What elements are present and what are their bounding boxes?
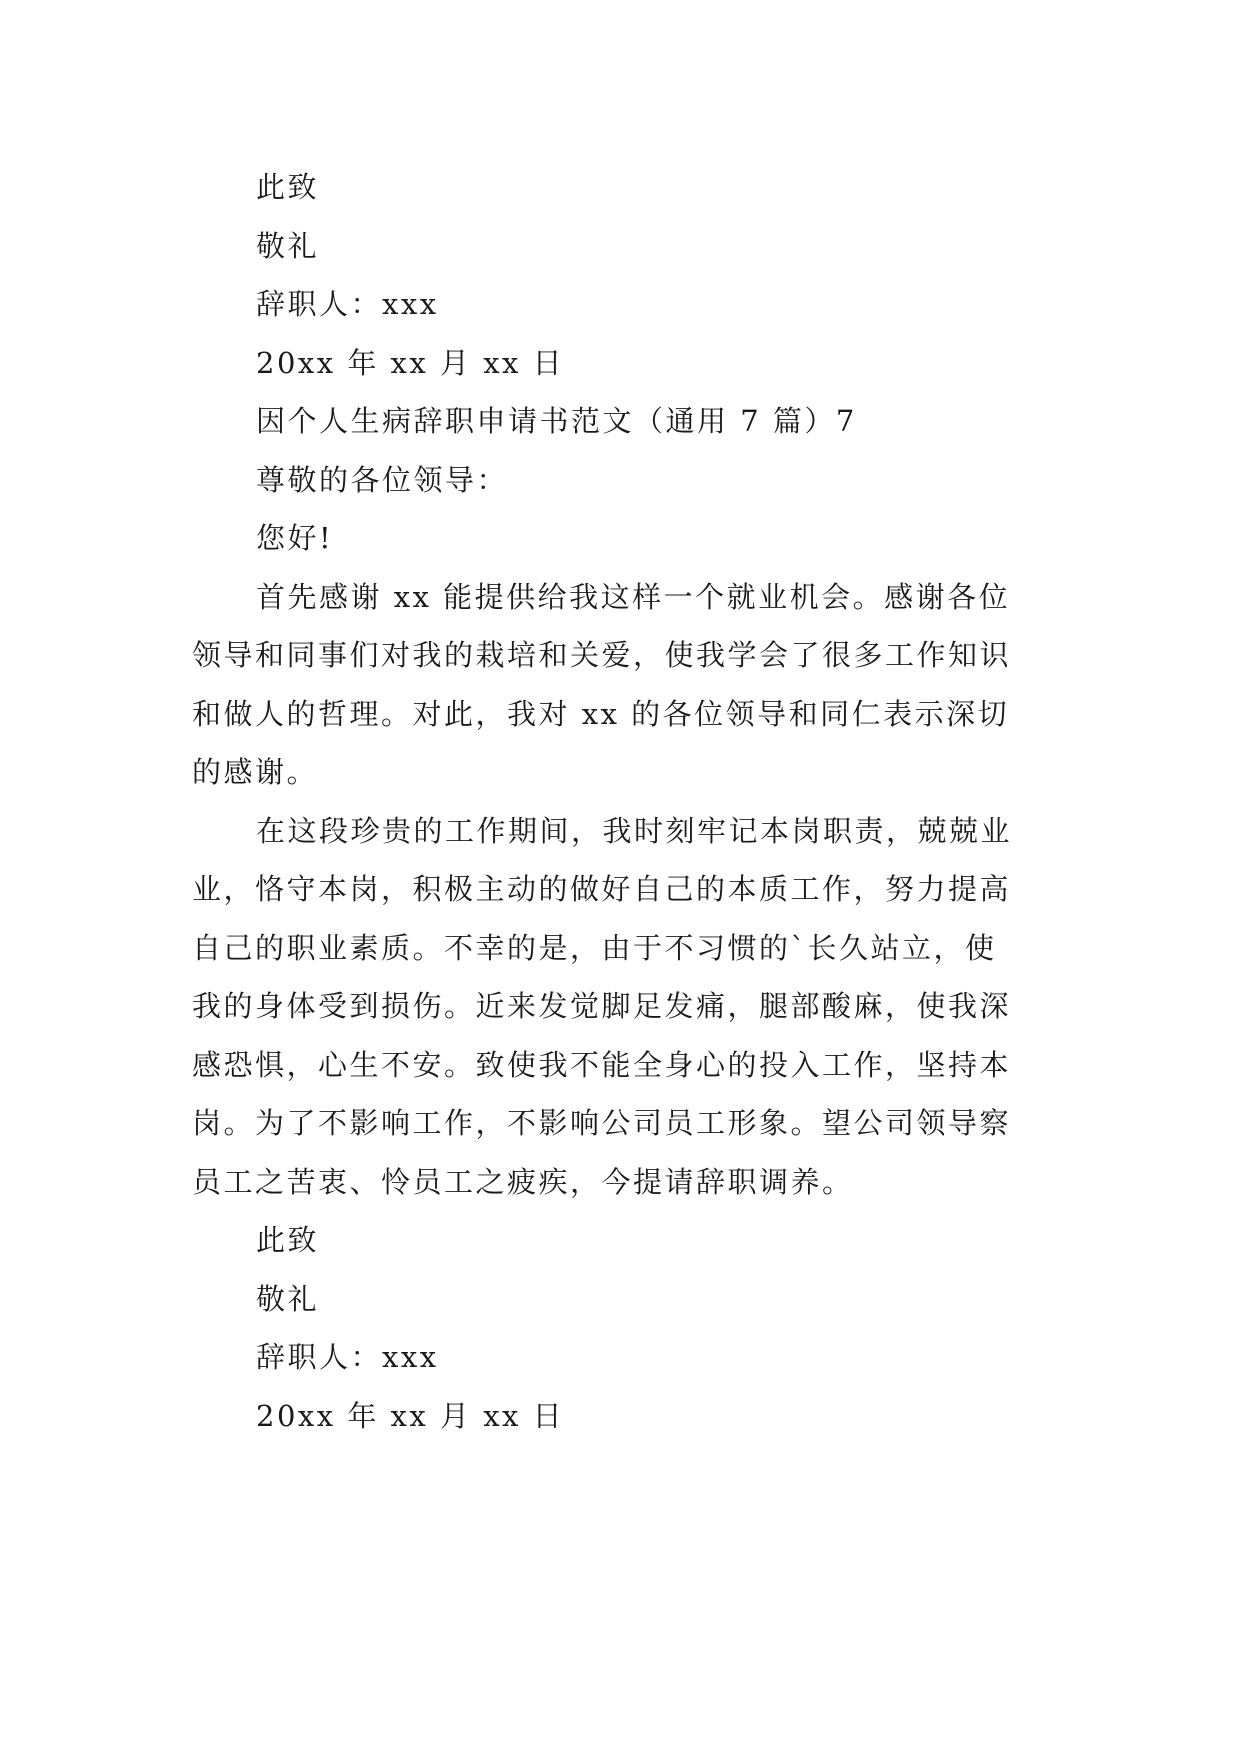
closing-ci-zhi: 此致 <box>256 1223 320 1257</box>
paragraph-line: 的感谢。 <box>192 755 319 789</box>
signer-line: 辞职人：xxx <box>256 287 439 321</box>
paragraph-line: 首先感谢 xx 能提供给我这样一个就业机会。感谢各位 <box>256 579 1011 614</box>
document-body <box>192 158 1052 1445</box>
paragraph-gratitude <box>192 568 1052 802</box>
paragraph-line: 业，恪守本岗，积极主动的做好自己的本质工作，努力提高 <box>192 872 1012 906</box>
paragraph-reason <box>192 802 1052 1212</box>
paragraph-line: 自己的职业素质。不幸的是，由于不习惯的`长久站立，使 <box>192 930 997 965</box>
greeting: 您好! <box>256 521 334 555</box>
paragraph-line: 员工之苦衷、怜员工之疲疾，今提请辞职调养。 <box>192 1164 854 1199</box>
closing-jing-li: 敬礼 <box>256 228 320 263</box>
section-title: 因个人生病辞职申请书范文（通用 7 篇）7 <box>256 404 857 438</box>
paragraph-line: 感恐惧，心生不安。致使我不能全身心的投入工作，坚持本 <box>192 1047 1012 1082</box>
closing-jing-li: 敬礼 <box>256 1281 320 1316</box>
paragraph-line: 我的身体受到损伤。近来发觉脚足发痛，腿部酸麻，使我深 <box>192 989 1012 1023</box>
signer-line: 辞职人：xxx <box>256 1340 439 1374</box>
date-line: 20xx 年 xx 月 xx 日 <box>256 1398 565 1433</box>
paragraph-line: 岗。为了不影响工作，不影响公司员工形象。望公司领导察 <box>192 1106 1012 1140</box>
paragraph-line: 领导和同事们对我的栽培和关爱，使我学会了很多工作知识 <box>192 638 1012 672</box>
paragraph-line: 和做人的哲理。对此，我对 xx 的各位领导和同仁表示深切 <box>192 696 1010 731</box>
paragraph-line: 在这段珍贵的工作期间，我时刻牢记本岗职责，兢兢业 <box>256 813 1013 848</box>
date-line: 20xx 年 xx 月 xx 日 <box>256 345 565 380</box>
closing-ci-zhi: 此致 <box>256 170 320 204</box>
salutation: 尊敬的各位领导： <box>256 462 509 497</box>
